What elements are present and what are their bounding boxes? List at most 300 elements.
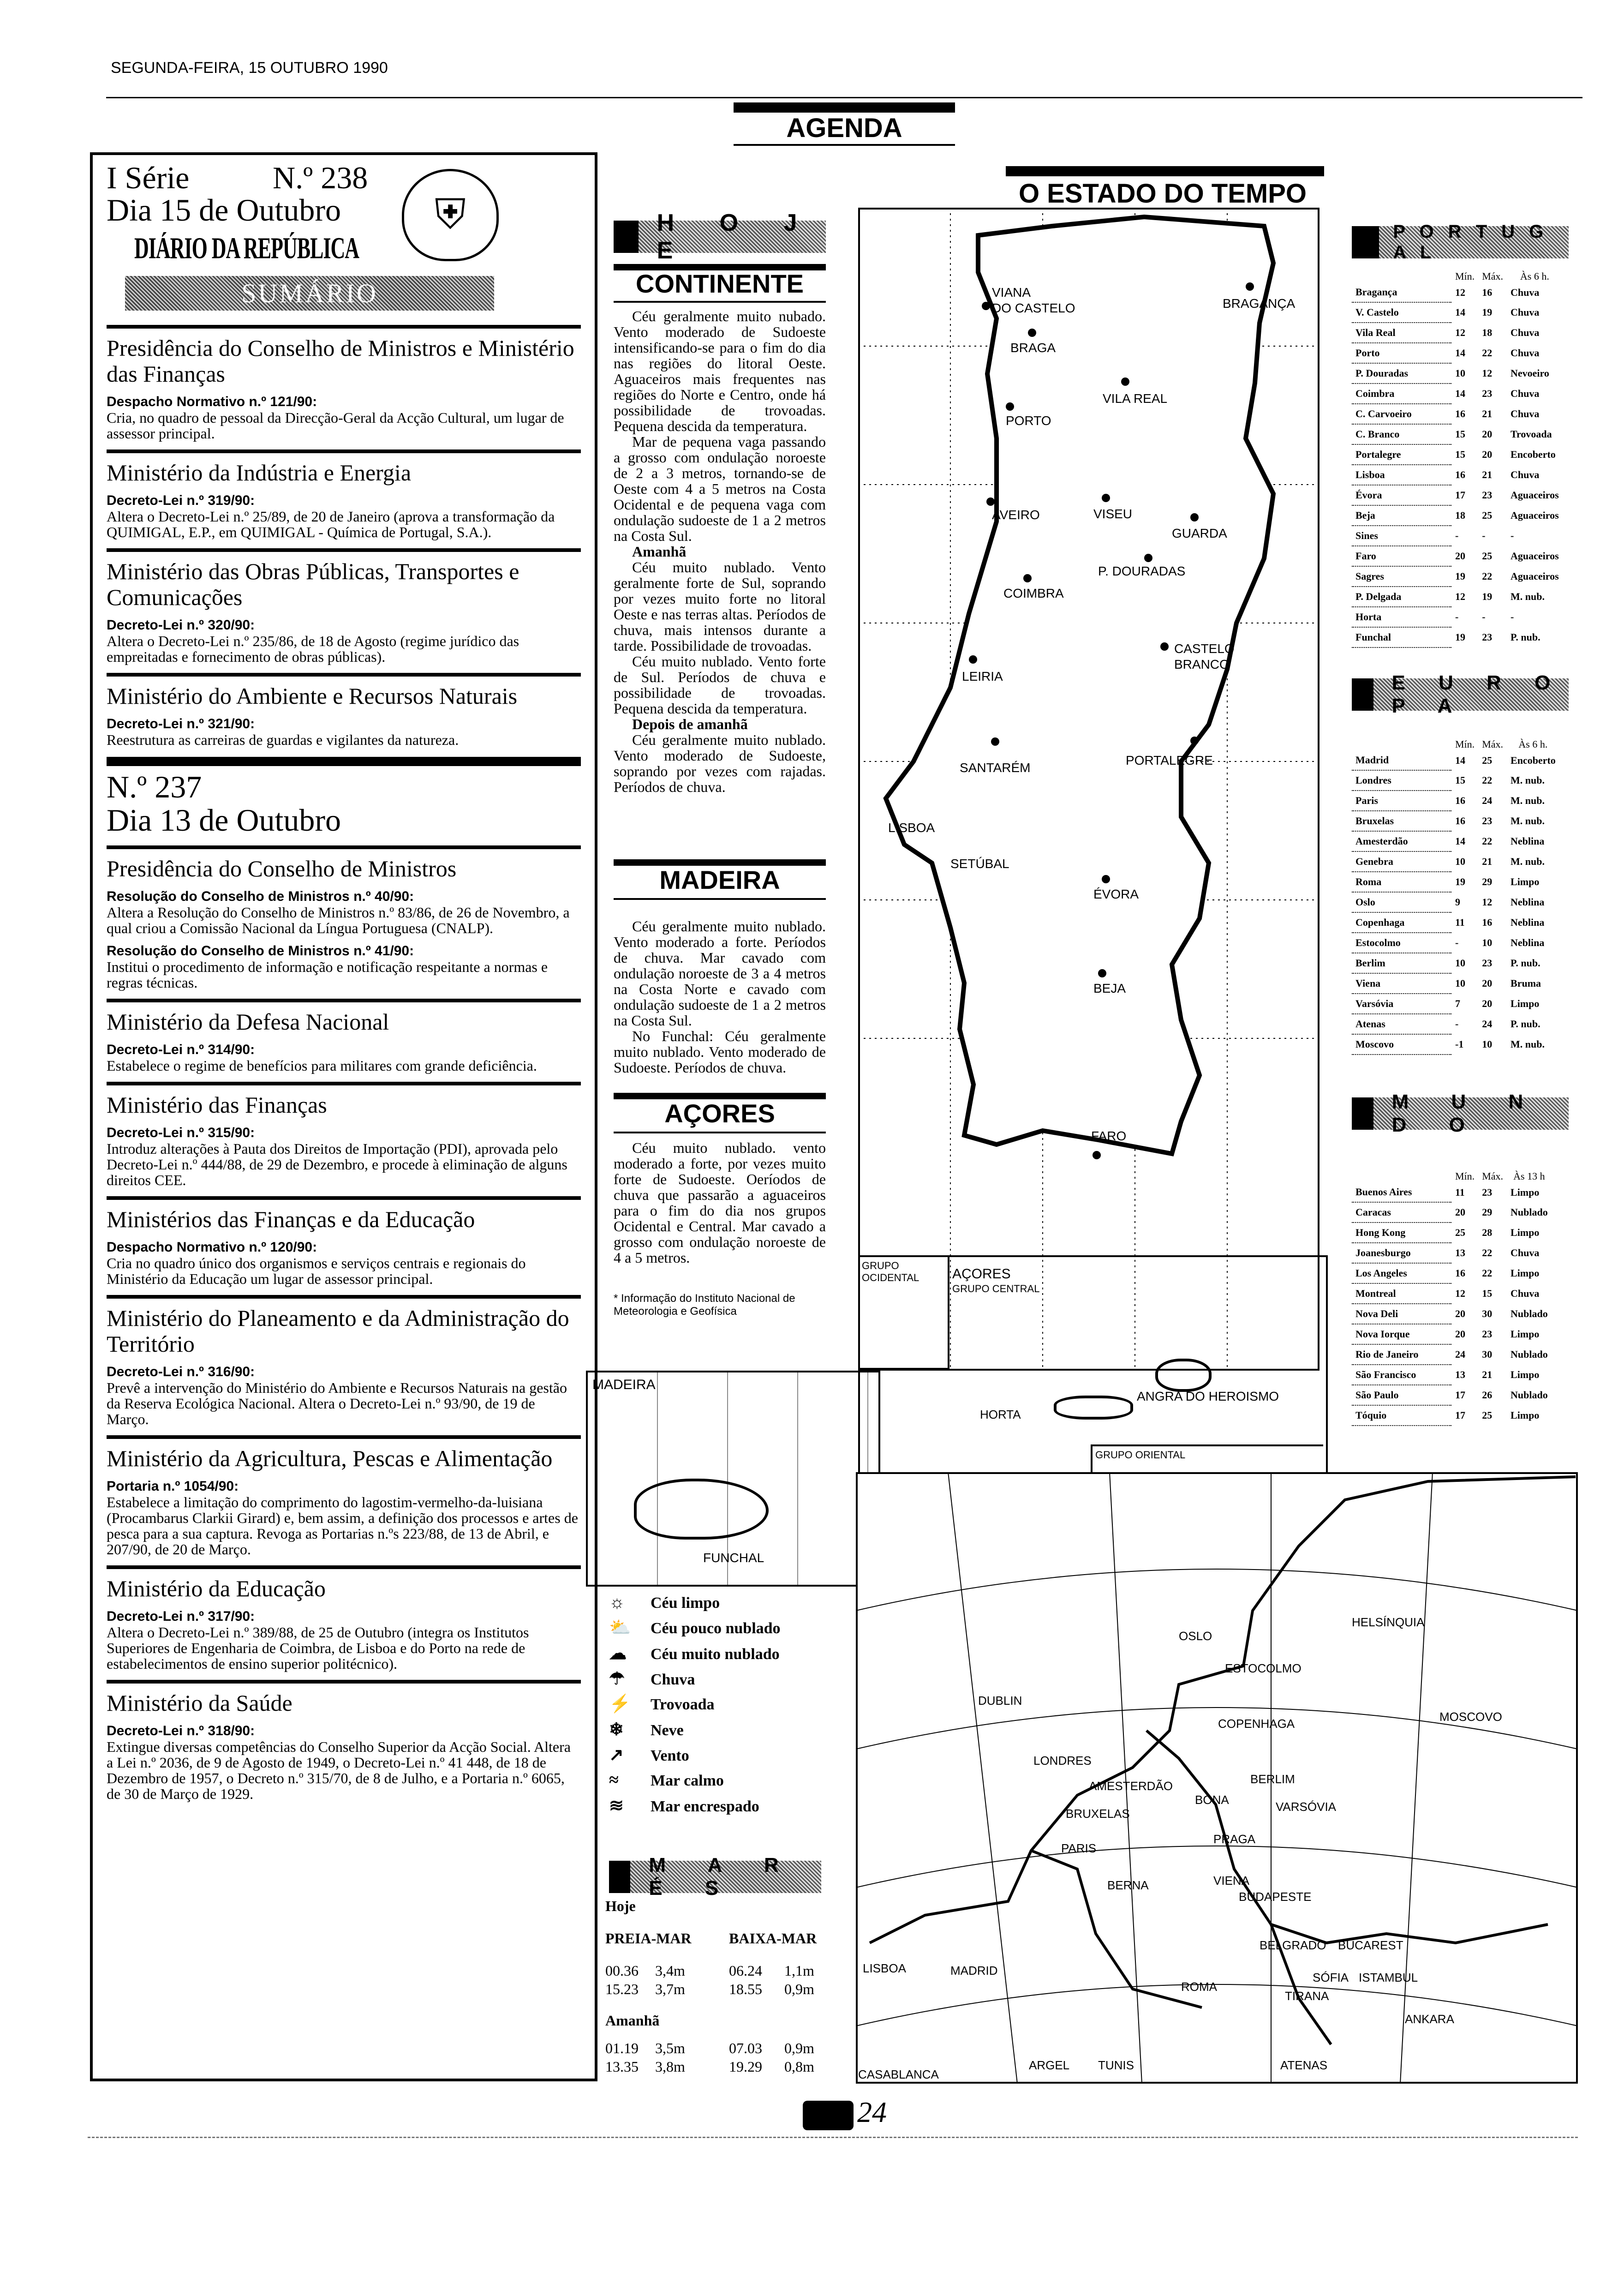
portugal-block-icon bbox=[1352, 226, 1379, 258]
value-cell: 17 bbox=[1455, 1409, 1465, 1421]
city-cell: Hong Kong bbox=[1352, 1222, 1451, 1243]
value-cell: 17 bbox=[1455, 1389, 1465, 1401]
value-cell: Limpo bbox=[1511, 1369, 1540, 1380]
value-cell: 19 bbox=[1455, 631, 1465, 643]
table-row bbox=[1352, 1365, 1552, 1385]
europe-city-label: SÓFIA bbox=[1313, 1971, 1349, 1984]
table-row bbox=[1352, 1324, 1552, 1344]
value-cell: Chuva bbox=[1511, 388, 1540, 399]
acores-rule-2 bbox=[614, 1132, 826, 1133]
value-cell: 18 bbox=[1455, 509, 1465, 521]
europe-city-label: PRAGA bbox=[1213, 1832, 1256, 1846]
city-cell: C. Branco bbox=[1352, 424, 1451, 444]
city-cell: Vila Real bbox=[1352, 323, 1451, 343]
decree-heading: Despacho Normativo n.º 121/90: bbox=[107, 394, 317, 409]
ministry-title: Ministérios das Finanças e da Educação bbox=[107, 1196, 581, 1232]
europe-city-label: ISTAMBUL bbox=[1359, 1971, 1418, 1984]
table-row bbox=[1352, 912, 1559, 933]
decree-heading: Resolução do Conselho de Ministros n.º 40/90: bbox=[107, 889, 414, 904]
city-cell: Bruxelas bbox=[1352, 811, 1451, 831]
city-cell: São Paulo bbox=[1352, 1385, 1451, 1405]
table-row bbox=[1352, 505, 1563, 526]
table-row bbox=[1352, 994, 1559, 1014]
city-cell: Oslo bbox=[1352, 892, 1451, 912]
map-dot-p-douradas bbox=[1144, 554, 1152, 562]
europe-city-label: CASABLANCA bbox=[858, 2067, 939, 2081]
wind-icon: ↗ bbox=[609, 1745, 624, 1765]
value-cell: Chuva bbox=[1511, 327, 1540, 338]
city-cell: Porto bbox=[1352, 343, 1451, 363]
ministry-title: Presidência do Conselho de Ministros e Ministério das Finanças bbox=[107, 325, 581, 387]
header-cell: Às 6 h. bbox=[1520, 270, 1549, 282]
tide-value: 3,7m bbox=[655, 1981, 685, 1997]
value-cell: 23 bbox=[1482, 1186, 1493, 1198]
legend-item bbox=[609, 1694, 715, 1714]
value-cell: Aguaceiros bbox=[1511, 509, 1559, 521]
legend-box bbox=[604, 1592, 835, 1823]
city-cell: Londres bbox=[1352, 770, 1451, 791]
value-cell: - bbox=[1455, 530, 1459, 541]
legend-label: Céu muito nublado bbox=[651, 1646, 780, 1663]
europe-city-label: MOSCOVO bbox=[1439, 1710, 1502, 1724]
legend-label: Chuva bbox=[651, 1671, 695, 1688]
europe-city-label: COPENHAGA bbox=[1218, 1717, 1295, 1731]
map-label-braganca: BRAGANÇA bbox=[1223, 296, 1296, 311]
value-cell: 25 bbox=[1482, 509, 1493, 521]
value-cell: 14 bbox=[1455, 306, 1465, 318]
map-dot-aveiro bbox=[986, 497, 995, 506]
decree-summary: Altera o Decreto-Lei n.º 25/89, de 20 de Janeiro (aprova a transformação da QUIMIGAL, E.P., em QUIMIGAL - Química de Portugal, S.A.). bbox=[107, 508, 555, 540]
city-cell: Roma bbox=[1352, 872, 1451, 892]
europa-header bbox=[1352, 671, 1569, 717]
city-cell: Genebra bbox=[1352, 851, 1451, 872]
city-cell: Madrid bbox=[1352, 750, 1451, 770]
ministry-title: Ministério da Indústria e Energia bbox=[107, 449, 581, 485]
mundo-header bbox=[1352, 1091, 1569, 1136]
issue-237-block bbox=[107, 757, 581, 837]
value-cell: 25 bbox=[1482, 550, 1493, 562]
sections-237 bbox=[107, 845, 581, 1802]
value-cell: Neblina bbox=[1511, 835, 1545, 847]
decree-summary: Estabelece a limitação do comprimento do lagostim-vermelho-da-luisiana (Procambarus Clarkii Girard) e, bem assim, a definição dos processos e artes de pesca para a sua captura. Revoga as Portarias n.ºs 223/88, de 13 de Abril, e 207/90, de 20 de Março. bbox=[107, 1494, 578, 1558]
tides-baixa-label: BAIXA-MAR bbox=[729, 1930, 817, 1947]
city-cell: Faro bbox=[1352, 546, 1451, 566]
city-cell: Tóquio bbox=[1352, 1405, 1451, 1426]
tide-value: 15.23 bbox=[605, 1981, 639, 1997]
ministry-title: Ministério da Saúde bbox=[107, 1680, 581, 1716]
value-cell: 23 bbox=[1482, 489, 1493, 501]
value-cell: Nevoeiro bbox=[1511, 367, 1549, 379]
value-cell: 10 bbox=[1482, 1038, 1493, 1050]
tide-value: 3,8m bbox=[655, 2058, 685, 2075]
header-cell: Mín. bbox=[1455, 1170, 1475, 1182]
central-island-shape bbox=[1054, 1396, 1133, 1420]
city-cell: Atenas bbox=[1352, 1014, 1451, 1034]
ministry-title: Ministério da Agricultura, Pescas e Alimentação bbox=[107, 1435, 581, 1471]
value-cell: Bruma bbox=[1511, 977, 1541, 989]
issue-237-date: Dia 13 de Outubro bbox=[107, 803, 341, 838]
tides-amanha-label: Amanhã bbox=[605, 2012, 660, 2029]
value-cell: 12 bbox=[1482, 896, 1493, 908]
table-row bbox=[1352, 485, 1563, 505]
value-cell: 16 bbox=[1455, 795, 1465, 806]
value-cell: Chuva bbox=[1511, 1247, 1540, 1258]
tide-value: 00.36 bbox=[605, 1962, 639, 1979]
value-cell: M. nub. bbox=[1511, 591, 1545, 602]
hoje-block-icon bbox=[614, 221, 639, 253]
map-dot-santarem bbox=[991, 737, 999, 746]
map-label-p-douradas: P. DOURADAS bbox=[1098, 564, 1186, 578]
table-row bbox=[1352, 1182, 1552, 1202]
city-cell: Horta bbox=[1352, 607, 1451, 627]
city-cell: Moscovo bbox=[1352, 1034, 1451, 1055]
europa-table bbox=[1352, 738, 1559, 1055]
mares-block-icon bbox=[609, 1861, 630, 1893]
europe-city-label: BERLIM bbox=[1250, 1772, 1295, 1786]
value-cell: 10 bbox=[1455, 856, 1465, 867]
value-cell: Trovoada bbox=[1511, 428, 1552, 440]
value-cell: 14 bbox=[1455, 388, 1465, 399]
value-cell: 11 bbox=[1455, 917, 1465, 928]
continente-p1: Céu geralmente muito nubado. Vento moderado de Sudoeste intensificando-se para o fim do dia nas regiões do litoral Oeste. Aguaceiros mais frequentes nas regiões do Norte e Centro, onde há possibilidade de trovoadas. Pequena descida da temperatura. bbox=[614, 308, 826, 434]
europe-city-label: AMESTERDÃO bbox=[1089, 1779, 1173, 1793]
europe-city-label: BRUXELAS bbox=[1066, 1807, 1130, 1821]
funchal-label: FUNCHAL bbox=[703, 1551, 764, 1565]
value-cell: 30 bbox=[1482, 1308, 1493, 1319]
value-cell: 23 bbox=[1482, 957, 1493, 969]
value-cell: 12 bbox=[1482, 367, 1493, 379]
madeira-p2: No Funchal: Céu geralmente muito nublado. Vento moderado de Sudoeste. Períodos de chuva. bbox=[614, 1028, 826, 1076]
decree-heading: Decreto-Lei n.º 316/90: bbox=[107, 1364, 255, 1379]
value-cell: P. nub. bbox=[1511, 957, 1540, 969]
city-cell: Berlim bbox=[1352, 953, 1451, 973]
value-cell: 22 bbox=[1482, 1247, 1493, 1258]
value-cell: Neblina bbox=[1511, 896, 1545, 908]
value-cell: 14 bbox=[1455, 754, 1465, 766]
value-cell: Encoberto bbox=[1511, 754, 1556, 766]
section-title: AGENDA bbox=[786, 113, 902, 143]
agenda-top-bar bbox=[734, 102, 955, 113]
value-cell: 17 bbox=[1455, 489, 1465, 501]
europe-city-label: BONA bbox=[1195, 1793, 1229, 1807]
storm-icon: ⚡ bbox=[609, 1694, 631, 1714]
header-cell: Máx. bbox=[1482, 1170, 1504, 1182]
decree-heading: Decreto-Lei n.º 318/90: bbox=[107, 1723, 255, 1738]
table-header-row bbox=[1352, 270, 1563, 282]
continente-p5: Céu geralmente muito nublado. Vento moderado de Sudoeste, soprando por vezes com rajadas. Períodos de chuva. bbox=[614, 731, 826, 795]
table-row bbox=[1352, 1034, 1559, 1055]
value-cell: 12 bbox=[1455, 327, 1465, 338]
mundo-table-wrap bbox=[1352, 1170, 1569, 1426]
ministry-title: Ministério das Finanças bbox=[107, 1082, 581, 1118]
tide-value: 0,9m bbox=[784, 2040, 814, 2056]
header-rule bbox=[106, 97, 1582, 98]
tide-value: 13.35 bbox=[605, 2058, 639, 2075]
tide-value: 3,4m bbox=[655, 1962, 685, 1979]
value-cell: 23 bbox=[1482, 815, 1493, 827]
value-cell: 20 bbox=[1455, 1206, 1465, 1218]
map-dot-castelo-branco bbox=[1160, 642, 1169, 651]
value-cell: 18 bbox=[1482, 327, 1493, 338]
city-cell: Copenhaga bbox=[1352, 912, 1451, 933]
europe-city-label: HELSÍNQUIA bbox=[1352, 1615, 1425, 1629]
value-cell: 7 bbox=[1455, 998, 1460, 1009]
header-cell: Máx. bbox=[1482, 270, 1504, 282]
map-label-vila-real: VILA REAL bbox=[1103, 391, 1168, 406]
header-cell: Máx. bbox=[1482, 738, 1504, 750]
value-cell: 10 bbox=[1455, 977, 1465, 989]
portugal-map bbox=[858, 208, 1320, 1371]
partly-cloudy-icon: ⛅ bbox=[609, 1618, 631, 1637]
map-label-aveiro: AVEIRO bbox=[992, 508, 1040, 522]
table-header-row bbox=[1352, 1170, 1552, 1182]
decree-summary: Altera o Decreto-Lei n.º 235/86, de 18 de Agosto (regime jurídico das empreitadas e fornecimento de obras públicas). bbox=[107, 633, 519, 665]
mundo-table bbox=[1352, 1170, 1552, 1426]
table-row bbox=[1352, 811, 1559, 831]
value-cell: Chuva bbox=[1511, 408, 1540, 419]
madeira-rule-2 bbox=[614, 898, 826, 900]
decree-summary: Cria, no quadro de pessoal da Direcção-Geral da Acção Cultural, um lugar de assessor principal. bbox=[107, 409, 564, 442]
tide-value: 06.24 bbox=[729, 1962, 762, 1979]
table-row bbox=[1352, 526, 1563, 546]
decree-summary: Cria no quadro único dos organismos e serviços centrais e regionais do Ministério da Educação um lugar de assessor principal. bbox=[107, 1255, 526, 1287]
header-cell: Às 6 h. bbox=[1518, 738, 1548, 750]
tide-value: 3,5m bbox=[655, 2040, 685, 2056]
decree-heading: Decreto-Lei n.º 321/90: bbox=[107, 716, 255, 731]
map-dot-coimbra bbox=[1023, 574, 1032, 582]
legend-item bbox=[609, 1770, 724, 1790]
value-cell: 10 bbox=[1455, 367, 1465, 379]
value-cell: 13 bbox=[1455, 1369, 1465, 1380]
table-row bbox=[1352, 546, 1563, 566]
value-cell: 16 bbox=[1482, 286, 1493, 298]
madeira-title: MADEIRA bbox=[659, 865, 780, 894]
table-row bbox=[1352, 1405, 1552, 1426]
dateline: SEGUNDA-FEIRA, 15 OUTUBRO 1990 bbox=[111, 59, 388, 77]
cloudy-icon: ☁ bbox=[609, 1644, 627, 1663]
value-cell: Chuva bbox=[1511, 286, 1540, 298]
hoje-header bbox=[614, 210, 826, 264]
city-cell: Portalegre bbox=[1352, 444, 1451, 465]
value-cell: Limpo bbox=[1511, 1227, 1540, 1238]
europa-title: E U R O P A bbox=[1391, 671, 1564, 717]
acores-title: AÇORES bbox=[664, 1099, 775, 1128]
value-cell: Limpo bbox=[1511, 1186, 1540, 1198]
value-cell: - bbox=[1482, 611, 1486, 623]
legend-item bbox=[609, 1795, 759, 1816]
value-cell: 26 bbox=[1482, 1389, 1493, 1401]
value-cell: Nublado bbox=[1511, 1206, 1548, 1218]
value-cell: 15 bbox=[1455, 428, 1465, 440]
source-note: * Informação do Instituto Nacional de Meteorologia e Geofísica bbox=[614, 1292, 795, 1318]
city-cell: Coimbra bbox=[1352, 383, 1451, 404]
city-cell: V. Castelo bbox=[1352, 302, 1451, 323]
europe-city-label: ARGEL bbox=[1029, 2058, 1070, 2072]
snow-icon: ❄ bbox=[609, 1720, 624, 1739]
table-row bbox=[1352, 465, 1563, 485]
europa-table-wrap bbox=[1352, 738, 1569, 1055]
map-label-viana: VIANA bbox=[992, 285, 1031, 300]
republic-seal-icon: ⛨ bbox=[402, 169, 499, 261]
europe-city-label: BELGRADO bbox=[1260, 1938, 1326, 1952]
europe-city-label: DUBLIN bbox=[978, 1694, 1022, 1708]
map-dot-evora bbox=[1102, 875, 1110, 883]
mares-header bbox=[609, 1854, 821, 1900]
value-cell: 20 bbox=[1455, 1328, 1465, 1340]
city-cell: Rio de Janeiro bbox=[1352, 1344, 1451, 1365]
table-row bbox=[1352, 1014, 1559, 1034]
tides-hoje-label: Hoje bbox=[605, 1898, 636, 1914]
table-row bbox=[1352, 566, 1563, 587]
decree-summary: Institui o procedimento de informação e notificação respeitante a normas e regras técnicas. bbox=[107, 959, 548, 991]
city-cell: Sines bbox=[1352, 526, 1451, 546]
value-cell: - bbox=[1511, 530, 1514, 541]
header-cell: Às 13 h bbox=[1513, 1170, 1545, 1182]
legend-item bbox=[609, 1618, 781, 1638]
value-cell: 30 bbox=[1482, 1348, 1493, 1360]
header-cell: Mín. bbox=[1455, 738, 1475, 750]
sumario-masthead bbox=[107, 155, 581, 317]
tide-value: 01.19 bbox=[605, 2040, 639, 2056]
legend-item bbox=[609, 1744, 689, 1765]
europe-city-label: ROMA bbox=[1181, 1980, 1217, 1994]
value-cell: 19 bbox=[1455, 876, 1465, 887]
map-dot-porto bbox=[1006, 402, 1014, 411]
europe-city-label: TUNIS bbox=[1098, 2058, 1134, 2072]
value-cell: Nublado bbox=[1511, 1389, 1548, 1401]
continente-depois: Depois de amanhã bbox=[632, 716, 748, 732]
weather-title: O ESTADO DO TEMPO bbox=[1018, 179, 1307, 209]
value-cell: 24 bbox=[1482, 1018, 1493, 1030]
map-label-santarem: SANTARÉM bbox=[960, 761, 1031, 775]
issue-number: N.º 238 bbox=[273, 160, 368, 195]
map-dot-beja bbox=[1098, 969, 1106, 977]
table-row bbox=[1352, 1344, 1552, 1365]
sumario-banner-text: SUMÁRIO bbox=[241, 278, 378, 308]
map-label-viseu: VISEU bbox=[1093, 507, 1133, 521]
city-cell: Nova Deli bbox=[1352, 1304, 1451, 1324]
city-cell: Montreal bbox=[1352, 1283, 1451, 1304]
europe-city-label: BERNA bbox=[1107, 1878, 1149, 1892]
issue-237-number: N.º 237 bbox=[107, 769, 202, 804]
value-cell: 10 bbox=[1455, 957, 1465, 969]
table-row bbox=[1352, 404, 1563, 424]
value-cell: Neblina bbox=[1511, 917, 1545, 928]
table-row bbox=[1352, 770, 1559, 791]
value-cell: 16 bbox=[1455, 408, 1465, 419]
map-label-portalegre: PORTALEGRE bbox=[1126, 753, 1213, 767]
continente-title: CONTINENTE bbox=[636, 269, 804, 298]
decree-summary: Altera o Decreto-Lei n.º 389/88, de 25 de Outubro (integra os Institutos Superiores de Engenharia de Coimbra, de Lisboa e do Porto na rede de estabelecimentos de ensino superior politécnico). bbox=[107, 1624, 529, 1672]
table-row bbox=[1352, 1263, 1552, 1283]
value-cell: 20 bbox=[1455, 1308, 1465, 1319]
legend-label: Trovoada bbox=[651, 1696, 715, 1713]
value-cell: Encoberto bbox=[1511, 449, 1556, 460]
agenda-bottom-rule bbox=[734, 144, 955, 146]
legend-item bbox=[609, 1643, 780, 1664]
value-cell: 24 bbox=[1455, 1348, 1465, 1360]
value-cell: 9 bbox=[1455, 896, 1460, 908]
table-row bbox=[1352, 892, 1559, 912]
sumario-banner bbox=[125, 276, 494, 311]
footer-logo-icon bbox=[803, 2101, 854, 2130]
value-cell: 22 bbox=[1482, 1267, 1493, 1279]
decree-summary: Estabelece o regime de benefícios para militares com grande deficiência. bbox=[107, 1057, 537, 1074]
value-cell: 14 bbox=[1455, 347, 1465, 359]
table-row bbox=[1352, 282, 1563, 302]
value-cell: 22 bbox=[1482, 835, 1493, 847]
value-cell: 22 bbox=[1482, 347, 1493, 359]
map-label-braga: BRAGA bbox=[1010, 341, 1056, 355]
value-cell: 10 bbox=[1482, 937, 1493, 948]
header-cell bbox=[1352, 1170, 1451, 1182]
table-row bbox=[1352, 872, 1559, 892]
acores-label: AÇORES bbox=[952, 1266, 1011, 1282]
map-dot-guarda bbox=[1190, 513, 1199, 521]
value-cell: M. nub. bbox=[1511, 795, 1545, 806]
value-cell: Limpo bbox=[1511, 1328, 1540, 1340]
table-row bbox=[1352, 323, 1563, 343]
city-cell: Sagres bbox=[1352, 566, 1451, 587]
ministry-title: Ministério da Defesa Nacional bbox=[107, 999, 581, 1035]
tide-value: 0,8m bbox=[784, 2058, 814, 2075]
value-cell: 14 bbox=[1455, 835, 1465, 847]
value-cell: 20 bbox=[1455, 550, 1465, 562]
value-cell: 16 bbox=[1455, 815, 1465, 827]
city-cell: Joanesburgo bbox=[1352, 1243, 1451, 1263]
table-row bbox=[1352, 851, 1559, 872]
city-cell: C. Carvoeiro bbox=[1352, 404, 1451, 424]
city-cell: Estocolmo bbox=[1352, 933, 1451, 953]
map-dot-vila-real bbox=[1121, 378, 1129, 386]
city-cell: Lisboa bbox=[1352, 465, 1451, 485]
map-label-do-castelo: DO CASTELO bbox=[992, 301, 1075, 315]
portugal-header bbox=[1352, 222, 1569, 263]
city-cell: Funchal bbox=[1352, 627, 1451, 647]
terceira-island-shape bbox=[1155, 1359, 1212, 1392]
madeira-p1: Céu geralmente muito nublado. Vento moderado a forte. Períodos de chuva. Mar cavado com ondulação noroeste de 3 a 4 metros na Costa Norte e cavado com ondulação sudoeste de 1 a 2 metros na Costa Sul. bbox=[614, 918, 826, 1029]
value-cell: Nublado bbox=[1511, 1308, 1548, 1319]
continente-p3: Céu muito nublado. Vento geralmente forte de Sul, soprando por vezes muito forte no litoral Oeste e nas terras altas. Períodos de chuva, mais intensos durante a tarde. Possibilidade de trovoadas. bbox=[614, 559, 826, 654]
continente-amanha: Amanhã bbox=[632, 543, 687, 560]
decree-summary: Introduz alterações à Pauta dos Direitos de Importação (PDI), aprovada pelo Decreto-Lei n.º 444/88, de 29 de Dezembro, e procede à eliminação de alguns direitos CEE. bbox=[107, 1140, 567, 1188]
value-cell: Limpo bbox=[1511, 1409, 1540, 1421]
value-cell: Aguaceiros bbox=[1511, 570, 1559, 582]
value-cell: 20 bbox=[1482, 977, 1493, 989]
value-cell: - bbox=[1455, 611, 1459, 623]
continente-p2: Mar de pequena vaga passando a grosso com ondulação noroeste de 2 a 3 metros, tornando-se de Oeste com 4 a 5 metros na Costa Ocidental e de pequena vaga com ondulação sudoeste de 1 a 2 metros na Costa Sul. bbox=[614, 433, 826, 544]
map-label-guarda: GUARDA bbox=[1172, 526, 1227, 540]
sun-icon: ☼ bbox=[609, 1593, 625, 1612]
city-cell: Los Angeles bbox=[1352, 1263, 1451, 1283]
continente-p4: Céu muito nublado. Vento forte de Sul. Períodos de chuva e possibilidade de trovoadas. Pequena descida da temperatura. bbox=[614, 653, 826, 717]
tide-value: 19.29 bbox=[729, 2058, 762, 2075]
city-cell: Caracas bbox=[1352, 1202, 1451, 1222]
madeira-island-shape bbox=[634, 1479, 769, 1540]
europe-city-label: ATENAS bbox=[1280, 2058, 1328, 2072]
map-label-branco: BRANCO bbox=[1174, 657, 1230, 671]
value-cell: 22 bbox=[1482, 774, 1493, 786]
map-dot-braga bbox=[1028, 329, 1036, 337]
table-row bbox=[1352, 424, 1563, 444]
header-cell bbox=[1352, 738, 1451, 750]
europe-city-label: VARSÓVIA bbox=[1276, 1800, 1337, 1814]
table-row bbox=[1352, 953, 1559, 973]
map-label-beja: BEJA bbox=[1093, 981, 1126, 995]
value-cell: M. nub. bbox=[1511, 856, 1545, 867]
tides-preia-label: PREIA-MAR bbox=[605, 1930, 692, 1947]
value-cell: 28 bbox=[1482, 1227, 1493, 1238]
